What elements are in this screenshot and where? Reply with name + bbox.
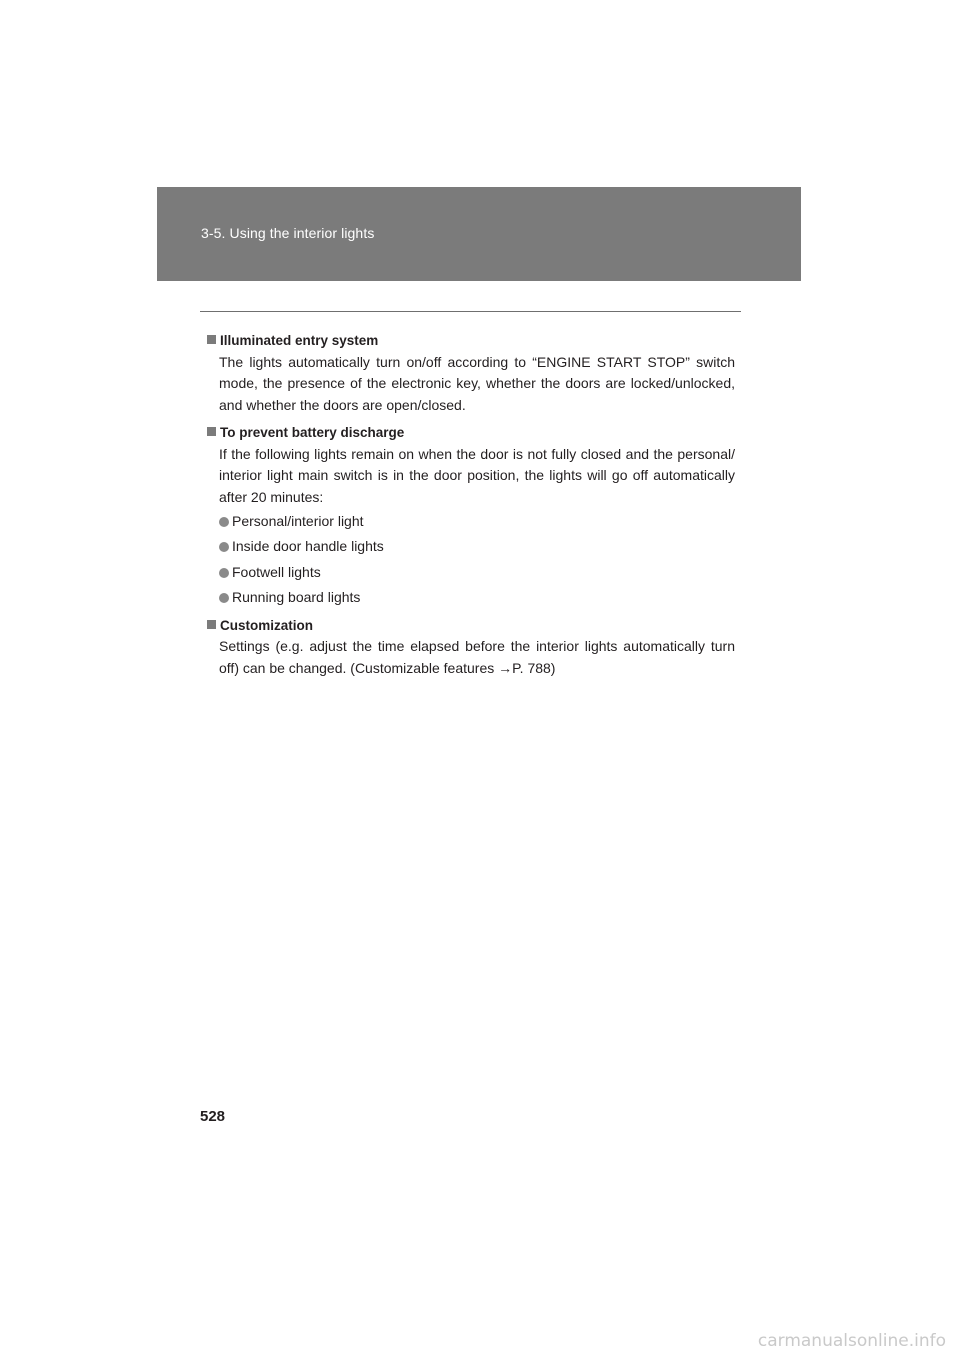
item-battery-discharge: [207, 422, 735, 609]
item-heading: To prevent battery discharge: [220, 425, 405, 440]
square-bullet-icon: [207, 427, 216, 436]
square-bullet-icon: [207, 335, 216, 344]
section-header-band: [157, 187, 801, 281]
watermark: carmanualsonline.info: [757, 1331, 946, 1351]
section-title: 3-5. Using the interior lights: [201, 225, 375, 241]
square-bullet-icon: [207, 620, 216, 629]
circle-bullet-icon: [219, 593, 229, 603]
item-illuminated-entry: [207, 330, 735, 416]
item-heading: Illuminated entry system: [220, 333, 379, 348]
circle-bullet-icon: [219, 542, 229, 552]
bullet-list: [219, 511, 735, 609]
page-number: 528: [200, 1108, 226, 1125]
item-body: Settings (e.g. adjust the time elapsed before the interior lights automatically turn off) can be changed. (Customizable features →P. 788): [219, 638, 735, 676]
circle-bullet-icon: [219, 517, 229, 527]
item-heading: Customization: [220, 617, 313, 633]
circle-bullet-icon: [219, 568, 229, 578]
list-item: Footwell lights: [219, 562, 735, 583]
item-body: If the following lights remain on when the door is not fully closed and the personal/ interior light main switch is in the door position, the lights will go off automatically after 20 minutes:: [219, 445, 735, 505]
content-body: [207, 330, 735, 685]
list-item: Personal/interior light: [219, 511, 735, 532]
item-body: The lights automatically turn on/off according to “ENGINE START STOP” switch mode, the presence of the electronic key, whether the doors are locked/unlocked, and whether the doors are open/closed.: [219, 353, 735, 413]
list-item: Inside door handle lights: [219, 537, 735, 558]
divider-rule: [200, 311, 741, 312]
list-item: Running board lights: [219, 588, 735, 609]
item-customization: [207, 615, 735, 680]
